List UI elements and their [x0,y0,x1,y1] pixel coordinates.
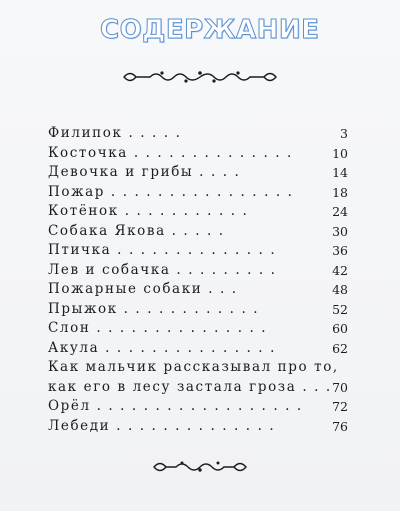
toc-entry [48,339,348,359]
toc-entry-title: Птичка [48,242,112,258]
toc-page-number: 70 [332,379,348,395]
toc-entry-line [48,144,348,164]
toc-entry-line [48,183,348,203]
toc-entry-line [48,397,348,417]
toc-entry-title: Пожарные собаки [48,281,203,297]
toc-page-number: 24 [332,204,348,219]
toc-entry [48,144,348,164]
top-ornament [0,68,400,86]
toc-entry-title: Орёл [48,398,91,414]
leader-dots: . . . . . . . . . . . . [117,300,260,317]
leader-dots: . . . . [193,164,241,180]
toc-page-number: 62 [332,340,348,356]
toc-entry [48,124,348,144]
toc-entry-title: Пожар [48,183,106,200]
toc-entry-line [48,300,348,320]
toc-entry [48,222,348,242]
toc-page-number: 60 [332,321,348,336]
toc-entry-title: Косточка [48,144,128,161]
toc-page-number: 76 [332,418,348,434]
toc-entry-line [48,280,348,300]
leader-dots: . . . . . . . . . . . . . . . [99,339,276,356]
leader-dots: . . . [202,281,238,297]
leader-dots: . . . . . [122,125,182,141]
toc-entry [48,397,348,417]
toc-entry-title: Прыжок [48,300,118,317]
toc-entry-title: Лев и собачка [48,261,171,278]
toc-page-number: 48 [332,282,348,297]
leader-dots: . . . . . . . . . . . . . . [111,242,277,258]
toc-entry-title: Слон [48,320,91,336]
toc-entry [48,202,348,222]
leader-dots: . . . . . . . . . . . . . . . . . . [90,398,303,414]
toc-entry-line [48,124,348,144]
toc-page-number: 36 [332,243,348,258]
leader-dots: . . . [296,378,332,395]
toc-entry [48,319,348,339]
toc-entry-title: Акула [48,339,100,356]
leader-dots: . . . . . . . . . . . . . . . . [105,183,294,200]
table-of-contents [48,124,348,436]
leader-dots: . . . . . . . . . . . . . . [127,144,293,161]
toc-entry [48,163,348,183]
leader-dots: . . . . . . . . . . . [118,203,249,219]
toc-entry-title: Котёнок [48,203,119,219]
leader-dots: . . . . . . . . . . . . . . . [90,320,268,336]
toc-entry-title: Филипок [48,125,123,141]
toc-entry [48,261,348,281]
toc-page-number: 42 [332,262,348,278]
toc-entry-title: Девочка и грибы [48,164,194,180]
toc-entry-line [48,319,348,339]
toc-page-number: 18 [332,184,348,200]
toc-entry-title: Собака Якова [48,222,166,239]
bottom-ornament [0,458,400,476]
toc-entry-line [48,202,348,222]
ornament-icon [120,68,280,86]
toc-entry [48,417,348,437]
toc-page-number: 52 [332,301,348,317]
toc-entry-title: Как мальчик рассказывал про то, [48,359,339,375]
toc-entry-line [48,339,348,359]
leader-dots: . . . . . . . . . . . . . . [110,417,276,434]
toc-entry [48,183,348,203]
toc-entry [48,300,348,320]
toc-page-number: 30 [332,223,348,239]
toc-entry-line [48,378,348,398]
toc-page-number: 14 [332,165,348,180]
ornament-icon [150,458,250,476]
toc-entry-title: Лебеди [48,417,111,434]
toc-entry-line [48,163,348,183]
toc-page-number: 72 [332,399,348,414]
toc-entry [48,280,348,300]
toc-page-number: 10 [332,145,348,161]
toc-entry [48,241,348,261]
leader-dots: . . . . . . . . . [170,261,277,278]
toc-entry-line [48,241,348,261]
toc-entry-line [48,261,348,281]
toc-entry-title-continued: как его в лесу застала гроза [48,378,297,395]
leader-dots: . . . . . [165,222,225,239]
toc-entry-line [48,417,348,437]
toc-page-number: 3 [340,126,348,141]
toc-entry [48,358,348,397]
toc-entry-line [48,222,348,242]
toc-entry-line [48,358,348,378]
page-title: СОДЕРЖАНИЕ [100,15,320,45]
